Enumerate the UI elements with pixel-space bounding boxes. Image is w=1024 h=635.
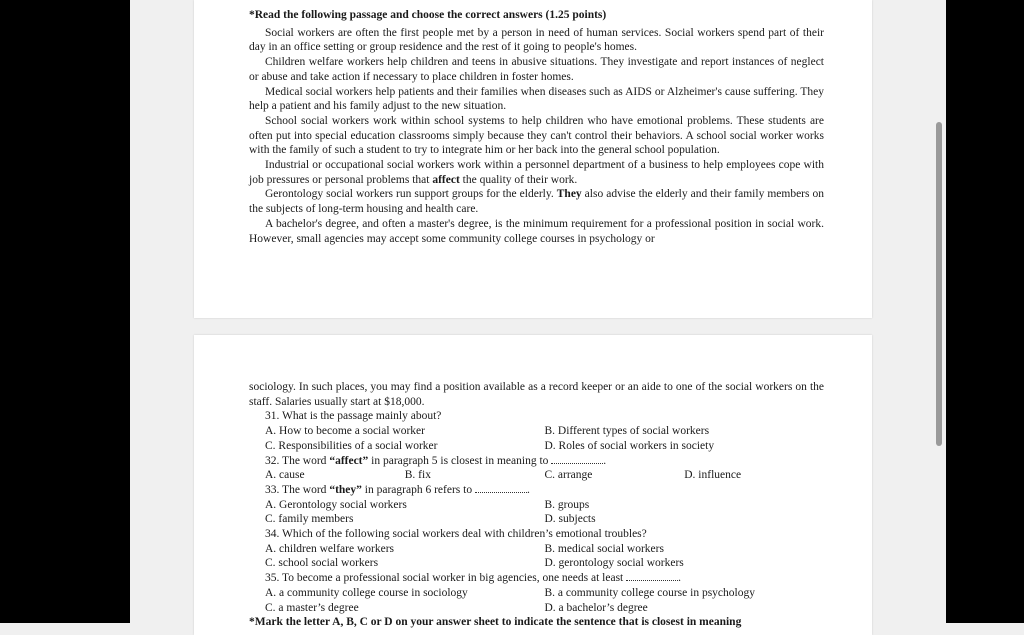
question-34: 34. Which of the following social workers deal with children’s emotional troubles? — [265, 528, 647, 541]
q32-option-c: C. arrange — [544, 469, 593, 482]
question-33: 33. The word “they” in paragraph 6 refers to . — [265, 483, 530, 496]
question-32: 32. The word “affect” in paragraph 5 is closest in meaning to . — [265, 454, 607, 467]
passage-paragraph-2: Children welfare workers help children and teens in abusive situations. They investigate and report instances of neglect or abuse and take action if necessary to place children in foster homes. — [249, 56, 824, 83]
q33-option-d: D. subjects — [544, 513, 596, 526]
q35-option-c: C. a master’s degree — [265, 601, 359, 614]
q33-option-a: A. Gerontology social workers — [265, 498, 407, 511]
q35-option-d: D. a bachelor’s degree — [544, 601, 648, 614]
q35-option-a: A. a community college course in sociology — [265, 586, 468, 599]
answer-blank — [551, 454, 603, 464]
passage-paragraph-7: A bachelor's degree, and often a master's degree, is the minimum requirement for a professional position in social work. However, small agencies may accept some community college courses in psychology or — [249, 217, 824, 245]
document-page-1 — [194, 0, 872, 318]
q32-option-d: D. influence — [684, 469, 742, 482]
passage-paragraph-6: Gerontology social workers run support groups for the elderly. They also advise the elderly and their family members on the subjects of long-term housing and health care. — [249, 188, 824, 216]
passage-paragraph-5: Industrial or occupational social workers work within a personnel department of a business to help employees cope with job pressures or personal problems that affect the quality of their work. — [249, 159, 824, 186]
q34-option-a: A. children welfare workers — [265, 542, 394, 555]
q31-option-b: B. Different types of social workers — [544, 425, 710, 438]
q31-option-d: D. Roles of social workers in society — [544, 439, 715, 452]
q32-option-a: A. cause — [265, 469, 305, 482]
q32-option-b: B. fix — [404, 469, 431, 482]
answer-blank — [475, 483, 527, 493]
q33-option-c: C. family members — [265, 513, 354, 526]
passage-continuation: sociology. In such places, you may find a position available as a record keeper or an aide to one of the social workers on the staff. Salaries usually start at $18,000. — [249, 381, 824, 408]
left-black-bar — [0, 0, 130, 623]
answer-blank — [626, 571, 678, 581]
keyword-they: They — [556, 188, 582, 201]
passage-paragraph-4: School social workers work within school systems to help children who have emotional problems. These students are often put into special education classrooms simply because they can't control their behaviors. A school social worker works with the family of such a student to try to integrate him or her back into the general school population. — [249, 114, 824, 157]
question-35: 35. To become a professional social worker in big agencies, one needs at least . — [265, 572, 681, 585]
passage-paragraph-1: Social workers are often the first people met by a person in need of human services. Social workers spend part of their day in an office setting or group residence and the rest of it going to people's homes. — [249, 26, 824, 54]
passage-paragraph-3: Medical social workers help patients and their families when diseases such as AIDS or Alzheimer's cause suffering. They help a patient and his family adjust to the new situation. — [249, 85, 824, 113]
vertical-scrollbar[interactable] — [936, 122, 942, 446]
q34-option-b: B. medical social workers — [544, 542, 664, 555]
q31-option-a: A. How to become a social worker — [265, 425, 425, 438]
document-page-2 — [194, 335, 872, 635]
right-black-bar — [946, 0, 1024, 623]
next-instruction: *Mark the letter A, B, C or D on your answer sheet to indicate the sentence that is closest in meaning — [249, 616, 742, 629]
q34-option-d: D. gerontology social workers — [544, 557, 684, 570]
question-31: 31. What is the passage mainly about? — [265, 410, 442, 423]
q31-option-c: C. Responsibilities of a social worker — [265, 439, 438, 452]
q33-option-b: B. groups — [544, 498, 590, 511]
q34-option-c: C. school social workers — [265, 557, 379, 570]
q35-option-b: B. a community college course in psychology — [544, 586, 755, 599]
instruction-title: *Read the following passage and choose the correct answers (1.25 points) — [249, 9, 607, 21]
keyword-affect: affect — [432, 173, 460, 186]
